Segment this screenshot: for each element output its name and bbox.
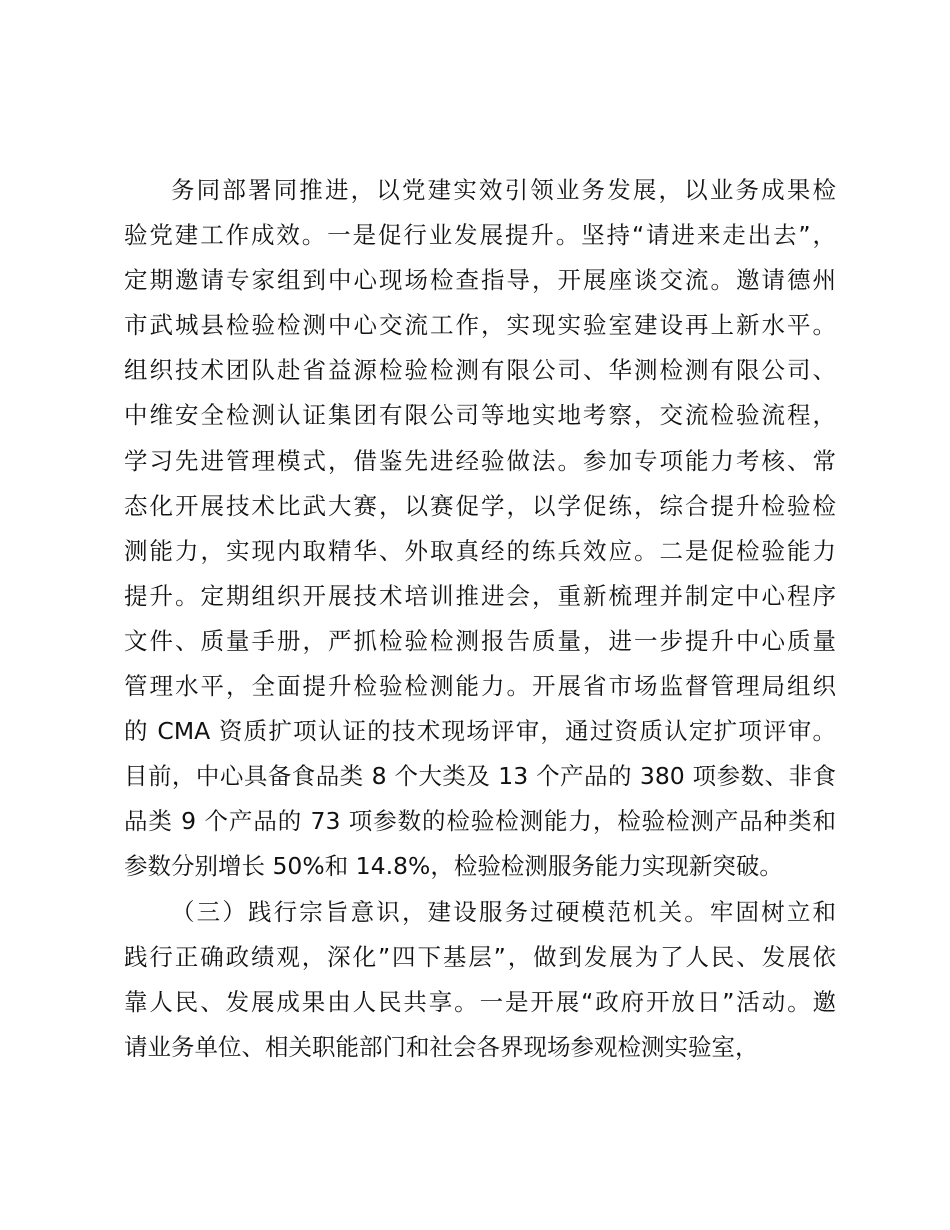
text-line-6: 中维安全检测认证集团有限公司等地实地考察，交流检验流程， xyxy=(124,401,836,430)
text-line-7: 学习先进管理模式，借鉴先进经验做法。参加专项能力考核、常 xyxy=(124,446,836,475)
text-line-9: 测能力，实现内取精华、外取真经的练兵效应。二是促检验能力 xyxy=(124,536,836,565)
text-line-19: 靠人民、发展成果由人民共享。一是开展“政府开放日”活动。邀 xyxy=(124,987,836,1016)
text-line-16: 参数分别增长 50%和 14.8%，检验检测服务能力实现新突破。 xyxy=(124,852,783,881)
text-line-8: 态化开展技术比武大赛，以赛促学，以学促练，综合提升检验检 xyxy=(124,491,836,520)
text-line-5: 组织技术团队赴省益源检验检测有限公司、华测检测有限公司、 xyxy=(124,356,836,385)
text-line-1: 务同部署同推进，以党建实效引领业务发展，以业务成果检 xyxy=(171,176,836,204)
text-line-20: 请业务单位、相关职能部门和社会各界现场参观检测实验室， xyxy=(124,1032,759,1061)
text-line-14: 目前，中心具备食品类 8 个大类及 13 个产品的 380 项参数、非食 xyxy=(124,762,836,791)
text-line-3: 定期邀请专家组到中心现场检查指导，开展座谈交流。邀请德州 xyxy=(124,266,836,295)
text-line-18: 践行正确政绩观，深化”四下基层”，做到发展为了人民、发展依 xyxy=(124,942,836,971)
text-line-4: 市武城县检验检测中心交流工作，实现实验室建设再上新水平。 xyxy=(124,311,836,340)
text-line-17: （三）践行宗旨意识，建设服务过硬模范机关。牢固树立和 xyxy=(171,897,836,926)
text-line-15: 品类 9 个产品的 73 项参数的检验检测能力，检验检测产品种类和 xyxy=(124,807,836,836)
body-text xyxy=(124,168,836,1070)
text-line-2: 验党建工作成效。一是促行业发展提升。坚持“请进来走出去”， xyxy=(124,221,836,250)
text-line-10: 提升。定期组织开展技术培训推进会，重新梳理并制定中心程序 xyxy=(124,581,836,610)
text-line-13: 的 CMA 资质扩项认证的技术现场评审，通过资质认定扩项评审。 xyxy=(124,717,836,746)
text-line-12: 管理水平，全面提升检验检测能力。开展省市场监督管理局组织 xyxy=(124,672,836,701)
text-line-11: 文件、质量手册，严抓检验检测报告质量，进一步提升中心质量 xyxy=(124,626,836,655)
